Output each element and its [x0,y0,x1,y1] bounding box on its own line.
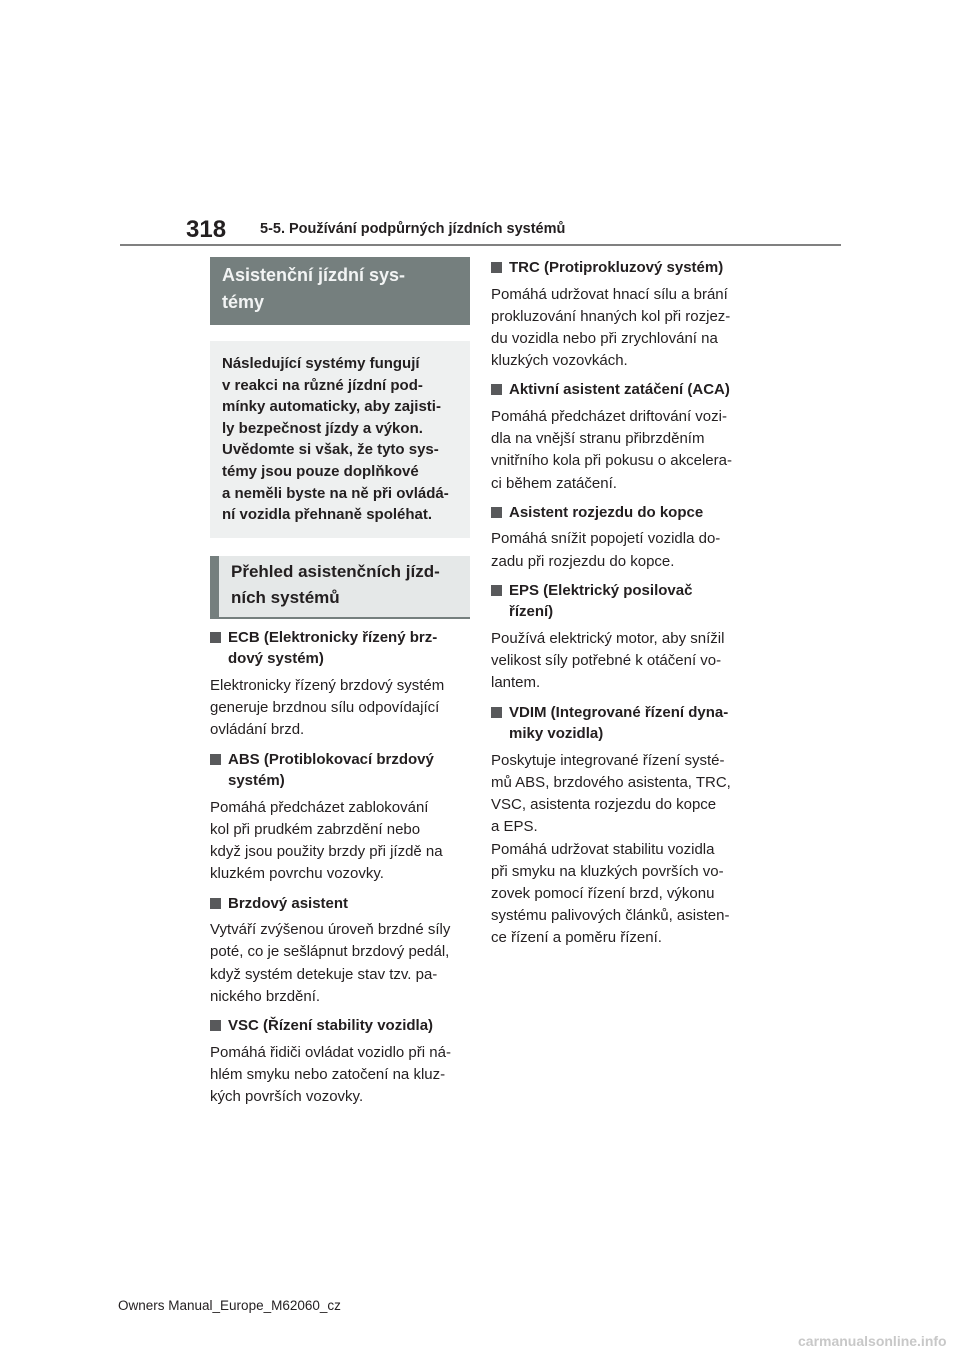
body-line: systému palivových článků, asisten- [491,907,730,925]
square-bullet-icon [491,507,502,518]
heading-line: ECB (Elektronicky řízený brz- [228,628,438,646]
system-entry-aca [491,379,753,494]
heading-line: VSC (Řízení stability vozidla) [228,1016,434,1034]
entry-body [491,750,753,950]
body-line: když jsou použity brzdy při jízdě na [210,843,443,861]
left-entries [210,627,470,1108]
body-line: a EPS. [491,818,538,836]
page-number: 318 [186,216,227,243]
body-line: Pomáhá udržovat stabilitu vozidla [491,840,715,858]
heading-line: Aktivní asistent zatáčení (ACA) [509,381,730,399]
body-line: při smyku na kluzkých površích vo- [491,862,724,880]
body-line: Pomáhá řidiči ovládat vozidlo při ná- [210,1043,451,1061]
entry-body [210,797,470,886]
body-line: zovek pomocí řízení brzd, výkonu [491,885,715,903]
square-bullet-icon [210,898,221,909]
body-line: Poskytuje integrované řízení systé- [491,751,725,769]
entry-heading [210,749,470,792]
intro-line: Uvědomte si však, že tyto sys- [222,441,439,459]
section-heading-line-2: ních systémů [231,587,340,607]
heading-line: miky vozidla) [509,725,604,743]
intro-line: témy jsou pouze doplňkové [222,462,419,480]
body-line: kluzkých vozovkách. [491,352,628,370]
square-bullet-icon [210,632,221,643]
body-line: hlém smyku nebo zatočení na kluz- [210,1065,446,1083]
body-line: VSC, asistenta rozjezdu do kopce [491,796,717,814]
entry-body [491,528,753,572]
body-line: Pomáhá snížit popojetí vozidla do- [491,530,721,548]
square-bullet-icon [491,707,502,718]
body-line: ovládání brzd. [210,721,305,739]
heading-line: ABS (Protiblokovací brzdový [228,750,434,768]
system-entry-vsc [210,1015,470,1108]
body-line: velikost síly potřebné k otáčení vo- [491,652,722,670]
body-line: Elektronicky řízený brzdový systém [210,676,445,694]
entry-heading [491,702,753,745]
system-entry-vdim [491,702,753,950]
square-bullet-icon [210,754,221,765]
heading-line: systém) [228,772,285,790]
entry-heading [210,1015,470,1037]
system-entry-eps [491,580,753,695]
section-heading [210,556,470,619]
running-header-title: 5-5. Používání podpůrných jízdních systémů [260,221,566,237]
heading-line: EPS (Elektrický posilovač [509,581,693,599]
watermark: carmanualsonline.info [798,1333,947,1349]
system-entry-ecb [210,627,470,742]
entry-body [210,919,470,1008]
intro-line: mínky automaticky, aby zajisti- [222,398,441,416]
heading-line: VDIM (Integrované řízení dyna- [509,703,729,721]
intro-line: v reakci na různé jízdní pod- [222,376,423,394]
entry-heading [491,580,753,623]
body-line: Vytváří zvýšenou úroveň brzdné síly [210,921,451,939]
chapter-title-box [210,257,470,325]
entry-body [210,675,470,742]
body-line: mů ABS, brzdového asistenta, TRC, [491,774,731,791]
body-line: nického brzdění. [210,987,321,1005]
heading-line: řízení) [509,603,554,621]
entry-heading [491,257,753,279]
body-line: zadu při rozjezdu do kopce. [491,552,675,570]
system-entry-trc [491,257,753,372]
square-bullet-icon [491,585,502,596]
body-line: kých površích vozovky. [210,1087,364,1105]
body-line: poté, co je sešlápnut brzdový pedál, [210,943,450,961]
heading-line: Asistent rozjezdu do kopce [509,503,704,521]
body-line: Pomáhá předcházet driftování vozi- [491,408,727,425]
system-entry-hill-start-assist [491,502,753,573]
heading-line: dový systém) [228,650,324,668]
chapter-title-line-1: Asistenční jízdní sys- [222,265,406,285]
entry-heading [491,379,753,401]
entry-heading [491,502,753,524]
body-line: kluzkém povrchu vozovky. [210,865,384,883]
entry-heading [210,627,470,670]
body-line: ci během zatáčení. [491,474,617,492]
body-line: Pomáhá udržovat hnací sílu a brání [491,285,728,303]
footer-manual-id: Owners Manual_Europe_M62060_cz [118,1298,341,1313]
entry-body [491,284,753,373]
body-line: kol při prudkém zabrzdění nebo [210,820,421,838]
body-line: du vozidla nebo při zrychlování na [491,330,718,347]
intro-box [210,341,470,538]
square-bullet-icon [491,262,502,273]
system-entry-abs [210,749,470,886]
intro-line: Následující systémy fungují [222,355,420,372]
entry-heading [210,893,470,915]
intro-line: ní vozidla přehnaně spoléhat. [222,506,433,524]
intro-line: ly bezpečnost jízdy a výkon. [222,419,423,437]
entry-body [491,628,753,695]
body-line: vnitřního kola při pokusu o akcelera- [491,452,732,470]
body-line: dla na vnější stranu přibrzděním [491,430,705,448]
intro-line: a neměli byste na ně při ovládá- [222,484,449,502]
chapter-title-line-2: témy [222,292,265,312]
body-line: Používá elektrický motor, aby snížil [491,630,725,647]
system-entry-brake-assist [210,893,470,1008]
body-line: prokluzování hnaných kol při rozjez- [491,307,731,325]
left-column [210,257,470,1115]
heading-line: TRC (Protiprokluzový systém) [509,259,724,276]
body-line: generuje brzdnou sílu odpovídající [210,699,440,717]
body-line: když systém detekuje stav tzv. pa- [210,965,438,983]
square-bullet-icon [491,384,502,395]
square-bullet-icon [210,1020,221,1031]
header-divider [120,244,841,246]
entry-body [210,1042,470,1109]
body-line: lantem. [491,674,541,692]
section-heading-line-1: Přehled asistenčních jízd- [231,561,440,581]
body-line: Pomáhá předcházet zablokování [210,798,429,816]
right-column [491,257,753,957]
entry-body [491,406,753,495]
heading-line: Brzdový asistent [228,894,349,912]
body-line: ce řízení a poměru řízení. [491,929,662,947]
